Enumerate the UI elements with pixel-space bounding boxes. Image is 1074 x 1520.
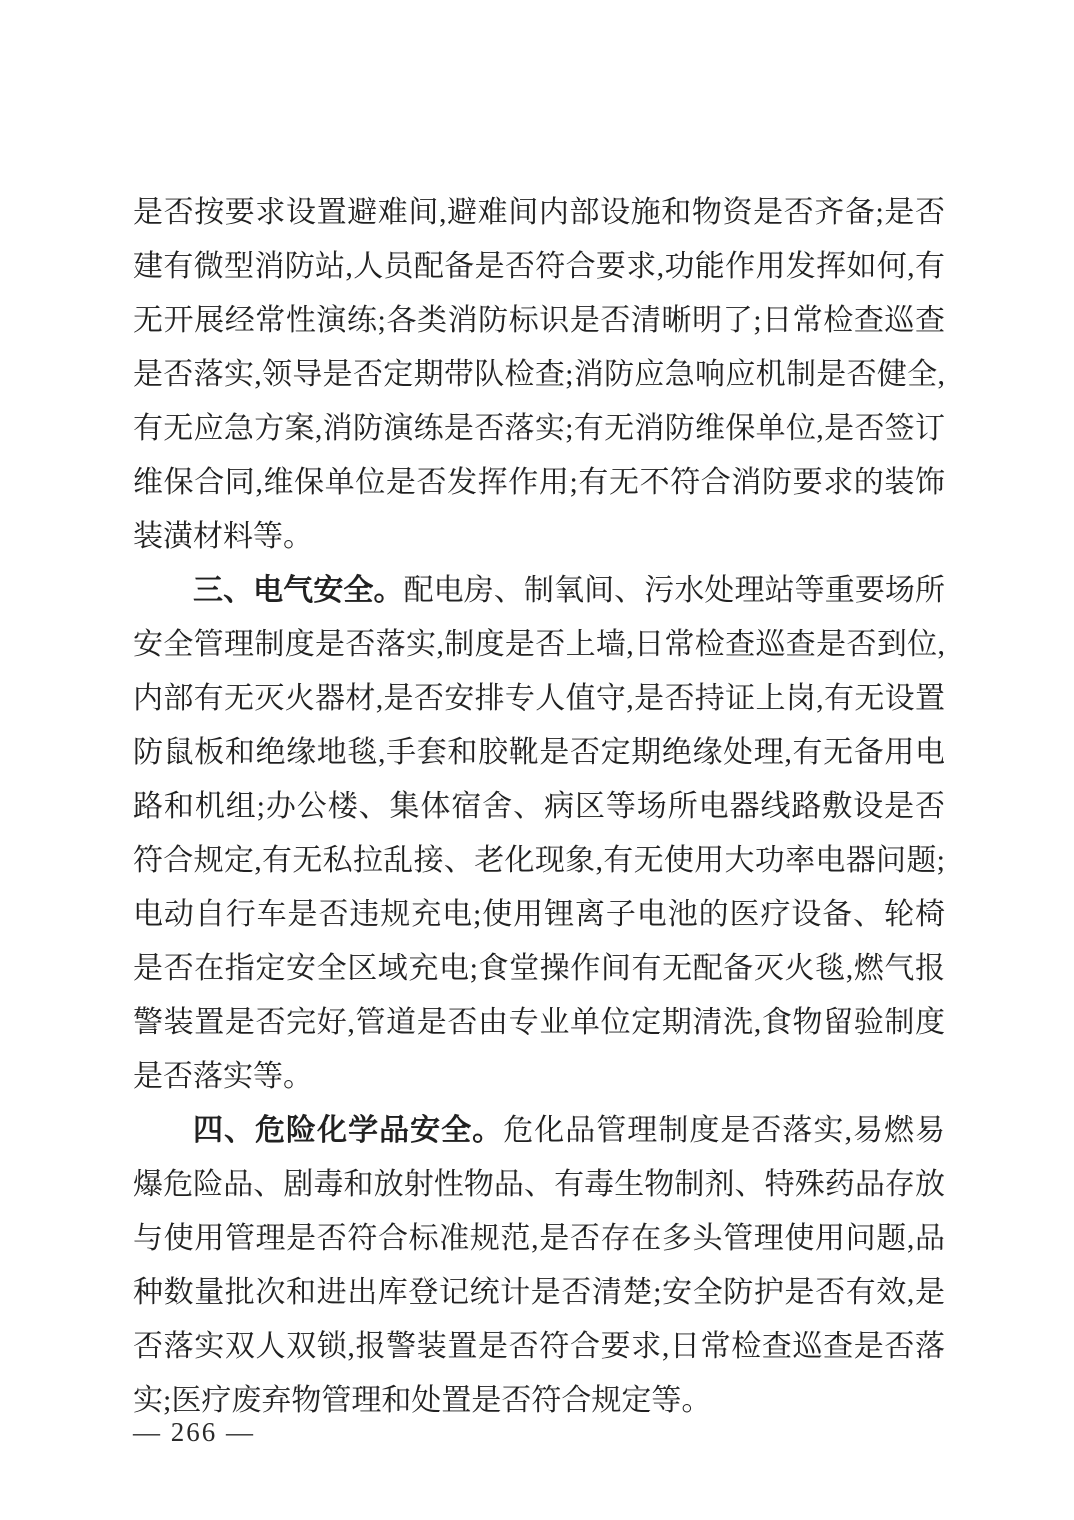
paragraph-electrical-safety (133, 564, 945, 1104)
document-body (133, 186, 945, 1428)
section-heading-hazardous-chemicals: 四、危险化学品安全。 (193, 1114, 504, 1147)
paragraph-text: 配电房、制氧间、污水处理站等重要场所安全管理制度是否落实,制度是否上墙,日常检查巡查是否到位,内部有无灭火器材,是否安排专人值守,是否持证上岗,有无设置防鼠板和绝缘地毯,手套和胶靴是否定期绝缘处理,有无备用电路和机组;办公楼、集体宿舍、病区等场所电器线路敷设是否符合规定,有无私拉乱接、老化现象,有无使用大功率电器问题;电动自行车是否违规充电;使用锂离子电池的医疗设备、轮椅是否在指定安全区域充电;食堂操作间有无配备灭火毯,燃气报警装置是否完好,管道是否由专业单位定期清洗,食物留验制度是否落实等。 (133, 574, 946, 1093)
paragraph-hazardous-chemicals-safety (133, 1104, 945, 1428)
section-heading-electrical-safety: 三、电气安全。 (193, 574, 404, 607)
page-number: — 266 — (133, 1417, 255, 1447)
paragraph-text: 是否按要求设置避难间,避难间内部设施和物资是否齐备;是否建有微型消防站,人员配备是否符合要求,功能作用发挥如何,有无开展经常性演练;各类消防标识是否清晰明了;日常检查巡查是否落实,领导是否定期带队检查;消防应急响应机制是否健全,有无应急方案,消防演练是否落实;有无消防维保单位,是否签订维保合同,维保单位是否发挥作用;有无不符合消防要求的装饰装潢材料等。 (133, 196, 945, 553)
paragraph-text: 危化品管理制度是否落实,易燃易爆危险品、剧毒和放射性物品、有毒生物制剂、特殊药品存放与使用管理是否符合标准规范,是否存在多头管理使用问题,品种数量批次和进出库登记统计是否清楚;安全防护是否有效,是否落实双人双锁,报警装置是否符合要求,日常检查巡查是否落实;医疗废弃物管理和处置是否符合规定等。 (133, 1114, 946, 1417)
paragraph-fire-safety-continued (133, 186, 945, 564)
